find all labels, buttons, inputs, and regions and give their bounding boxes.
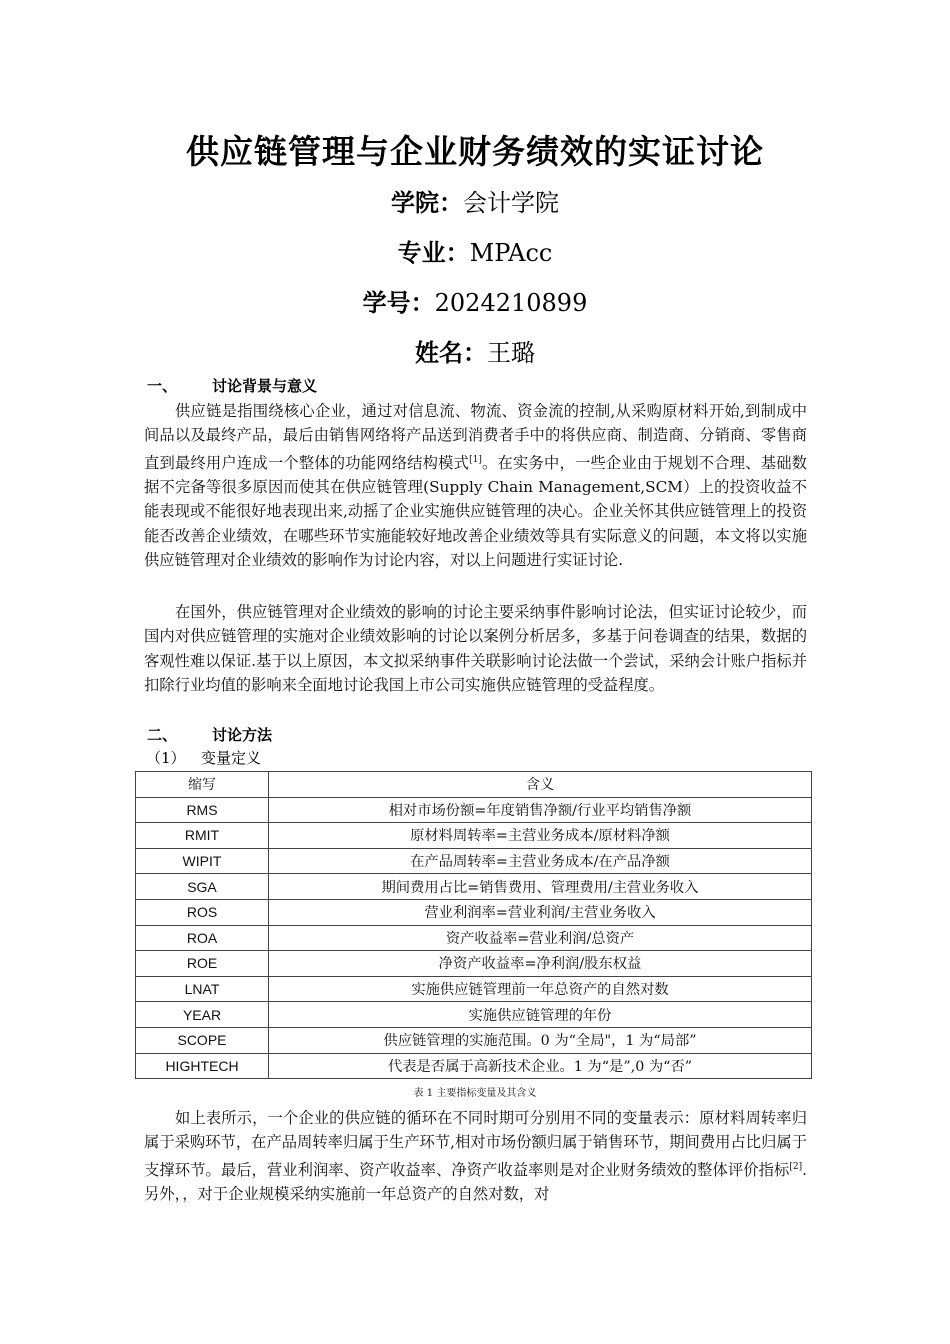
cell-abbr: ROE (136, 951, 269, 977)
header-abbr: 缩写 (136, 772, 269, 798)
section-1-heading (147, 375, 317, 396)
table-row (136, 899, 812, 925)
table-row (136, 1027, 812, 1053)
cell-meaning: 实施供应链管理的年份 (269, 1002, 812, 1028)
table-row (136, 951, 812, 977)
cell-meaning: 实施供应链管理前一年总资产的自然对数 (269, 976, 812, 1002)
cell-meaning: 相对市场份额=年度销售净额/行业平均销售净额 (269, 797, 812, 823)
table-row (136, 976, 812, 1002)
college-value: 会计学院 (463, 189, 559, 217)
name-value: 王璐 (487, 339, 535, 367)
table-row (136, 874, 812, 900)
section-2-title: 讨论方法 (212, 726, 273, 744)
major-line (0, 233, 950, 268)
citation-2: [2] (789, 1161, 803, 1172)
section-1-number: 一、 (147, 377, 178, 395)
table-row (136, 848, 812, 874)
student-id-line (0, 283, 950, 318)
subsection-heading (146, 747, 261, 768)
student-id-label: 学号： (362, 288, 435, 317)
cell-abbr: RMS (136, 797, 269, 823)
citation-1: [1] (469, 454, 482, 465)
cell-meaning: 期间费用占比=销售费用、管理费用/主营业务收入 (269, 874, 812, 900)
cell-meaning: 营业利润率=营业利润/主营业务收入 (269, 899, 812, 925)
cell-abbr: WIPIT (136, 848, 269, 874)
student-id-value: 2024210899 (434, 289, 588, 317)
post-table-paragraph (144, 1106, 807, 1206)
section-2-heading (147, 724, 272, 745)
cell-abbr: YEAR (136, 1002, 269, 1028)
major-label: 专业： (397, 238, 470, 267)
cell-abbr: HIGHTECH (136, 1053, 269, 1079)
table-row (136, 1053, 812, 1079)
table-row (136, 797, 812, 823)
table-row (136, 823, 812, 849)
subsection-number: （1） (146, 749, 186, 767)
section-1-title: 讨论背景与意义 (212, 377, 318, 395)
name-label: 姓名： (415, 338, 487, 367)
major-value: MPAcc (469, 239, 553, 267)
college-label: 学院： (391, 188, 463, 217)
section-1-paragraph-2: 在国外，供应链管理对企业绩效的影响的讨论主要采纳事件影响讨论法，但实证讨论较少，而国内对供应链管理的实施对企业绩效影响的讨论以案例分析居多，多基于问卷调查的结果，数据的客观性难以保证.基于以上原因，本文拟采纳事件关联影响讨论法做一个尝试，采纳会计账户指标并扣除行业均值的影响来全面地讨论我国上市公司实施供应链管理的受益程度。 (144, 603, 807, 694)
variable-table (135, 771, 812, 1079)
section-1-paragraph-1 (144, 399, 807, 572)
section-2-number: 二、 (147, 726, 178, 744)
post-table-text-a: 如上表所示，一个企业的供应链的循环在不同时期可分别用不同的变量表示：原材料周转率归属于采购环节，在产品周转率归属于生产环节,相对市场份额归属于销售环节，期间费用占比归属于支撑环节。最后，营业利润率、资产收益率、净资产收益率则是对企业财务绩效的整体评价指标 (144, 1109, 807, 1179)
header-meaning: 含义 (269, 772, 812, 798)
post-table-text-b: .另外，，对于企业规模采纳实施前一年总资产的自然对数，对 (144, 1160, 807, 1203)
cell-meaning: 在产品周转率=主营业务成本/在产品净额 (269, 848, 812, 874)
cell-abbr: LNAT (136, 976, 269, 1002)
cell-meaning: 资产收益率=营业利润/总资产 (269, 925, 812, 951)
cell-abbr: ROA (136, 925, 269, 951)
cell-meaning: 代表是否属于高新技术企业。1 为“是”,0 为“否” (269, 1053, 812, 1079)
document-title: 供应链管理与企业财务绩效的实证讨论 (186, 132, 764, 171)
cell-abbr: RMIT (136, 823, 269, 849)
cell-abbr: ROS (136, 899, 269, 925)
table-row (136, 1002, 812, 1028)
college-line (0, 183, 950, 218)
paragraph-1-text-b: 。在实务中，一些企业由于规划不合理、基础数据不完备等很多原因而使其在供应链管理(Supply Chain Management,SCM）上的投资收益不能表现或不能很好地表现出来,动摇了企业实施供应链管理的决心。企业关怀其供应链管理上的投资能否改善企业绩效，在哪些环节实施能较好地改善企业绩效等具有实际意义的问题，本文将以实施供应链管理对企业绩效的影响作为讨论内容，对以上问题进行实证讨论. (144, 453, 807, 569)
paragraph-1-text-a: 供应链是指围绕核心企业，通过对信息流、物流、资金流的控制,从采购原材料开始,到制成中间品以及最终产品，最后由销售网络将产品送到消费者手中的将供应商、制造商、分销商、零售商直到最终用户连成一个整体的功能网络结构模式 (144, 402, 807, 472)
cell-abbr: SCOPE (136, 1027, 269, 1053)
cell-meaning: 净资产收益率=净利润/股东权益 (269, 951, 812, 977)
table-caption: 表 1 主要指标变量及其含义 (413, 1088, 537, 1099)
name-line (0, 333, 950, 368)
table-header-row (136, 772, 812, 798)
cell-abbr: SGA (136, 874, 269, 900)
cell-meaning: 原材料周转率=主营业务成本/原材料净额 (269, 823, 812, 849)
table-row (136, 925, 812, 951)
subsection-title: 变量定义 (201, 749, 262, 767)
cell-meaning: 供应链管理的实施范围。0 为“全局"，1 为“局部” (269, 1027, 812, 1053)
